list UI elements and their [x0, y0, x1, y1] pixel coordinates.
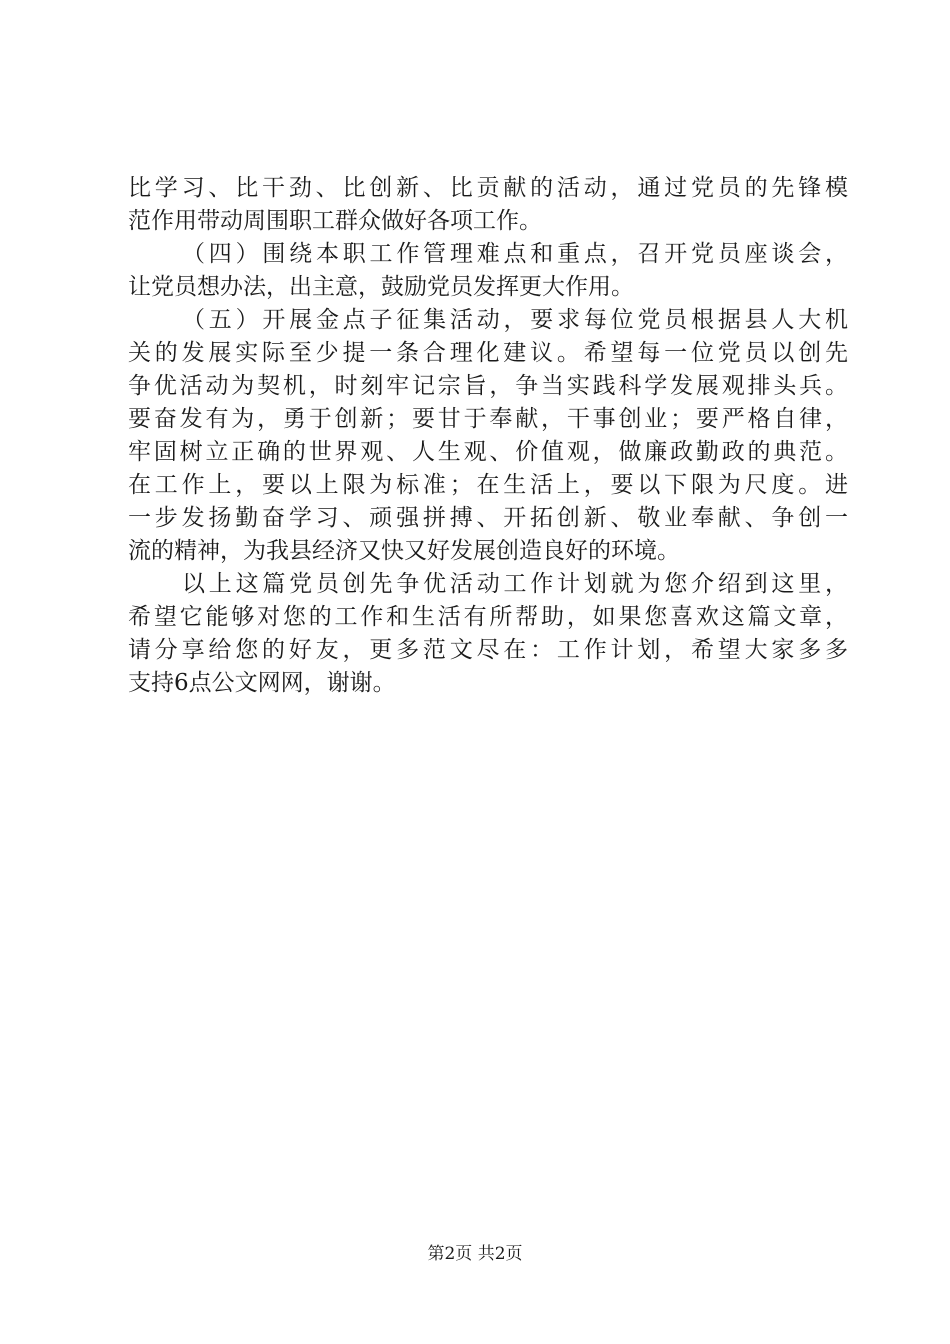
text-line: 比学习、比干劲、比创新、比贡献的活动，通过党员的先锋模 [128, 175, 848, 201]
text-line: 一步发扬勤奋学习、顽强拼搏、开拓创新、敬业奉献、争创一 [128, 505, 848, 531]
text-line: 范作用带动周围职工群众做好各项工作。 [128, 208, 542, 234]
text-line: 要奋发有为，勇于创新；要甘于奉献，干事创业；要严格自律， [128, 406, 848, 432]
text-line: 请分享给您的好友，更多范文尽在：工作计划，希望大家多多 [128, 637, 848, 663]
text-line: 支持6点公文网网，谢谢。 [128, 670, 396, 696]
body-text [128, 172, 848, 700]
text-line: （四）围绕本职工作管理难点和重点，召开党员座谈会， [182, 241, 848, 267]
text-line: 以上这篇党员创先争优活动工作计划就为您介绍到这里， [182, 571, 848, 597]
text-line: 希望它能够对您的工作和生活有所帮助，如果您喜欢这篇文章， [128, 604, 848, 630]
text-line: 让党员想办法，出主意，鼓励党员发挥更大作用。 [128, 274, 634, 300]
text-line: 流的精神，为我县经济又快又好发展创造良好的环境。 [128, 538, 680, 564]
text-line: （五）开展金点子征集活动，要求每位党员根据县人大机 [182, 307, 848, 333]
text-line: 牢固树立正确的世界观、人生观、价值观，做廉政勤政的典范。 [128, 439, 848, 465]
text-line: 在工作上，要以上限为标准；在生活上，要以下限为尺度。进 [128, 472, 848, 498]
text-line: 争优活动为契机，时刻牢记宗旨，争当实践科学发展观排头兵。 [128, 373, 848, 399]
text-line: 关的发展实际至少提一条合理化建议。希望每一位党员以创先 [128, 340, 848, 366]
page-number-footer: 第2页 共2页 [427, 1244, 523, 1264]
